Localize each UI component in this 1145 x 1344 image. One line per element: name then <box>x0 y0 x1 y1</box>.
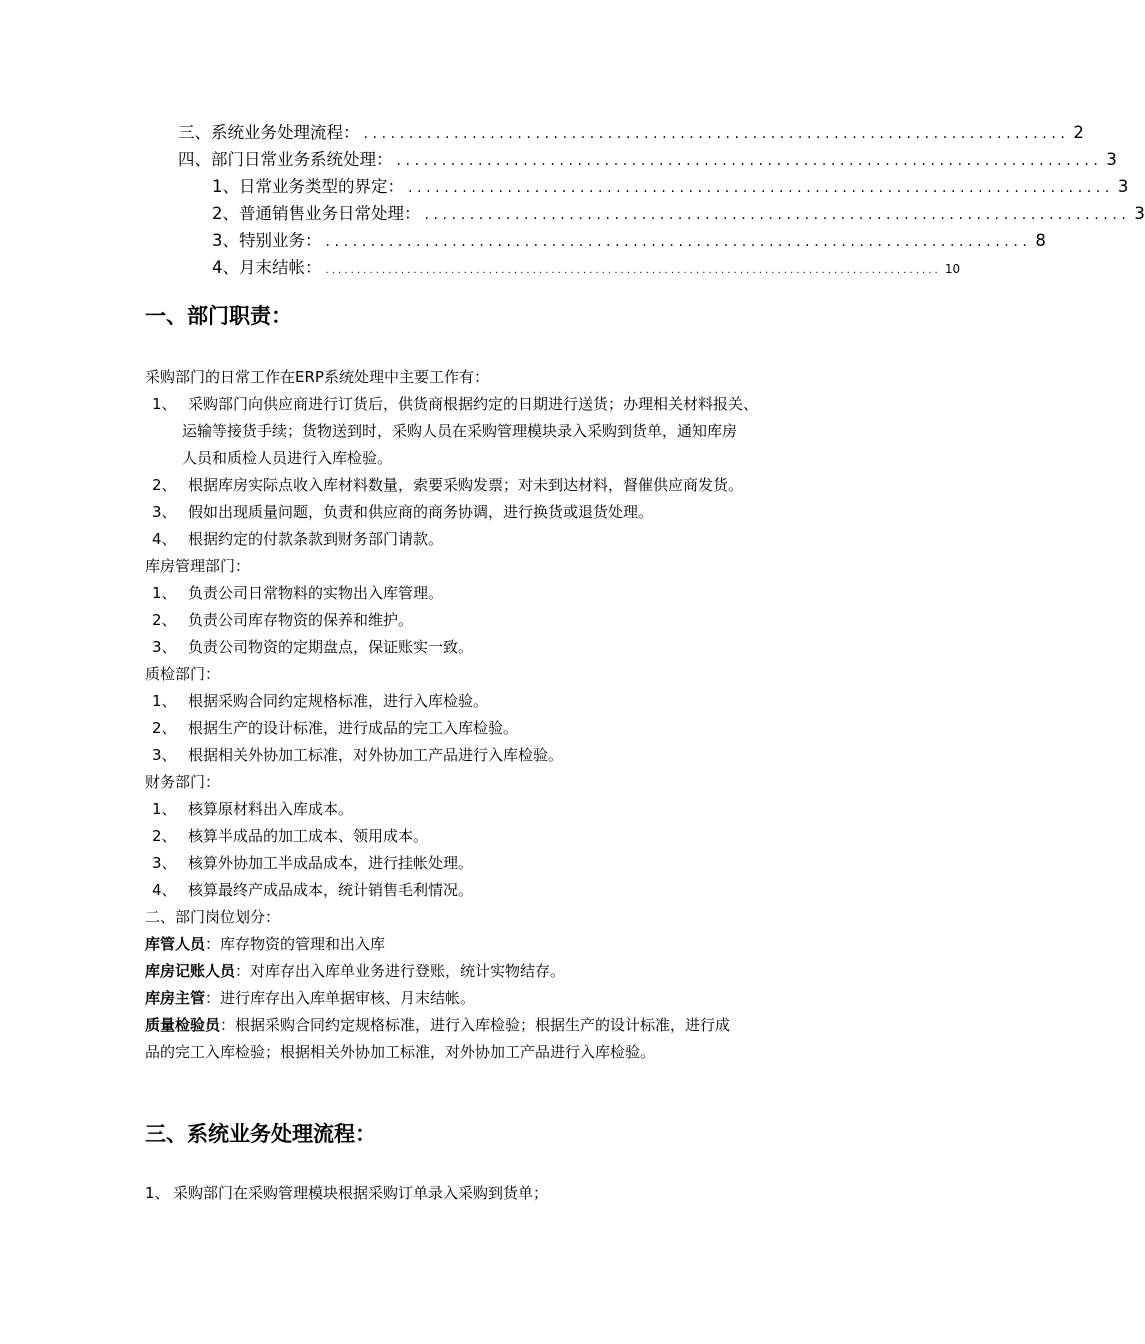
list-item-number: 2、 <box>152 827 177 845</box>
position-role: 质量检验员 <box>145 1016 221 1034</box>
position-desc: ：进行库存出入库单据审核、月末结帐。 <box>205 989 476 1007</box>
list-item-continuation: 运输等接货手续；货物送到时，采购人员在采购管理模块录入采购到货单，通知库房 <box>182 422 738 440</box>
section-intro: 采购部门的日常工作在ERP系统处理中主要工作有： <box>145 368 489 386</box>
toc-entry[interactable] <box>212 227 1046 251</box>
subsection-title: 财务部门： <box>145 773 221 791</box>
list-item-number: 3、 <box>152 746 177 764</box>
list-item-number: 2、 <box>152 476 177 494</box>
toc-entry-page: 8 <box>1035 231 1046 250</box>
subsection-title: 质检部门： <box>145 665 221 683</box>
position-role: 库房主管 <box>145 989 206 1007</box>
list-item-text: 负责公司日常物料的实物出入库管理。 <box>188 584 444 602</box>
list-item-text: 根据生产的设计标准，进行成品的完工入库检验。 <box>188 719 519 737</box>
list-item <box>152 796 353 823</box>
toc-entry-page: 10 <box>944 262 961 276</box>
list-item-text: 负责公司物资的定期盘点，保证账实一致。 <box>188 638 474 656</box>
list-item <box>152 499 653 526</box>
list-item-text: 负责公司库存物资的保养和维护。 <box>188 611 414 629</box>
list-item <box>152 472 743 499</box>
toc-entry[interactable] <box>212 173 1129 197</box>
list-item-number: 1、 <box>145 1184 170 1202</box>
list-item-number: 2、 <box>152 611 177 629</box>
list-item-text: 根据库房实际点收入库材料数量，索要采购发票；对未到达材料，督催供应商发货。 <box>188 476 744 494</box>
list-item <box>152 715 518 742</box>
position-role: 库管人员 <box>145 935 206 953</box>
list-item-number: 4、 <box>152 530 177 548</box>
list-item <box>152 391 758 418</box>
section-heading: 三、系统业务处理流程： <box>145 1122 376 1146</box>
list-item-number: 4、 <box>152 881 177 899</box>
position-entry-continuation: 品的完工入库检验；根据相关外协加工标准，对外协加工产品进行入库检验。 <box>145 1043 656 1061</box>
section-heading: 一、部门职责： <box>145 304 292 328</box>
list-item-continuation: 人员和质检人员进行入库检验。 <box>182 449 393 467</box>
toc-entry-page: 3 <box>1106 150 1117 169</box>
toc-leader-dots: .............................................................................. <box>396 153 1103 169</box>
list-item-number: 1、 <box>152 395 177 413</box>
list-item-number: 1、 <box>152 584 177 602</box>
list-item-number: 2、 <box>152 719 177 737</box>
list-item <box>152 877 473 904</box>
position-entry <box>145 958 565 985</box>
list-item-text: 核算外协加工半成品成本，进行挂帐处理。 <box>188 854 474 872</box>
toc-entry-title: 2、普通销售业务日常处理： <box>212 204 421 223</box>
toc-entry-page: 3 <box>1134 204 1145 223</box>
list-item-text: 根据约定的付款条款到财务部门请款。 <box>188 530 444 548</box>
list-item-number: 1、 <box>152 800 177 818</box>
toc-entry-title: 四、部门日常业务系统处理： <box>178 150 393 169</box>
toc-entry-title: 3、特别业务： <box>212 231 322 250</box>
list-item <box>145 1180 548 1207</box>
list-item <box>152 580 443 607</box>
list-item-text: 采购部门向供应商进行订货后，供货商根据约定的日期进行送货；办理相关材料报关、 <box>188 395 759 413</box>
list-item-text: 核算原材料出入库成本。 <box>188 800 354 818</box>
toc-entry-title: 1、日常业务类型的界定： <box>212 177 404 196</box>
list-item-text: 根据相关外协加工标准，对外协加工产品进行入库检验。 <box>188 746 564 764</box>
toc-leader-dots: .............................................................................. <box>424 207 1131 223</box>
subsection-title: 库房管理部门： <box>145 557 251 575</box>
list-item-text: 核算半成品的加工成本、领用成本。 <box>188 827 429 845</box>
position-entry <box>145 985 475 1012</box>
list-item-text: 假如出现质量问题，负责和供应商的商务协调，进行换货或退货处理。 <box>188 503 654 521</box>
toc-leader-dots: .............................................................................. <box>363 126 1070 142</box>
list-item <box>152 742 563 769</box>
toc-entry[interactable] <box>178 146 1117 170</box>
list-item-number: 1、 <box>152 692 177 710</box>
list-item-text: 根据采购合同约定规格标准，进行入库检验。 <box>188 692 489 710</box>
list-item <box>152 526 443 553</box>
position-role: 库房记账人员 <box>145 962 236 980</box>
list-item <box>152 634 473 661</box>
list-item <box>152 688 488 715</box>
list-item-number: 3、 <box>152 854 177 872</box>
list-item-number: 3、 <box>152 503 177 521</box>
list-item <box>152 607 413 634</box>
toc-leader-dots: .................................................................................................. <box>325 265 941 276</box>
toc-entry-title: 三、系统业务处理流程： <box>178 123 360 142</box>
position-desc: ：根据采购合同约定规格标准，进行入库检验；根据生产的设计标准，进行成 <box>220 1016 731 1034</box>
toc-entry-page: 3 <box>1117 177 1129 196</box>
toc-entry[interactable] <box>212 254 961 278</box>
list-item-text: 核算最终产成品成本，统计销售毛利情况。 <box>188 881 474 899</box>
subsection-title: 二、部门岗位划分： <box>145 908 281 926</box>
toc-entry[interactable] <box>212 200 1145 224</box>
toc-leader-dots: .............................................................................. <box>408 180 1114 196</box>
position-desc: ：对库存出入库单业务进行登账，统计实物结存。 <box>235 962 566 980</box>
list-item-number: 3、 <box>152 638 177 656</box>
toc-entry[interactable] <box>178 119 1084 143</box>
position-entry <box>145 931 385 958</box>
toc-entry-title: 4、月末结帐： <box>212 258 322 277</box>
position-entry <box>145 1012 730 1039</box>
toc-leader-dots: .............................................................................. <box>325 234 1032 250</box>
position-desc: ：库存物资的管理和出入库 <box>205 935 386 953</box>
list-item-text: 采购部门在采购管理模块根据采购订单录入采购到货单； <box>173 1184 549 1202</box>
list-item <box>152 823 428 850</box>
toc-entry-page: 2 <box>1073 123 1084 142</box>
list-item <box>152 850 473 877</box>
